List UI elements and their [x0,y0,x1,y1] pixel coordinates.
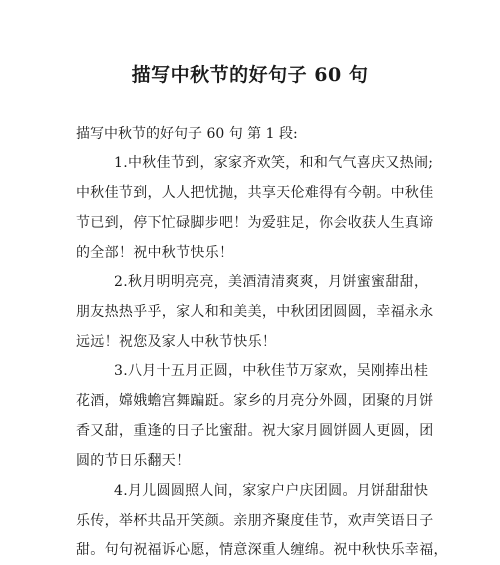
paragraph-1-line-4: 的全部！祝中秋节快乐！ [76,245,234,261]
paragraph-3-line-3: 香又甜，重逢的日子比蜜甜。祝大家月圆饼圆人更圆，团 [76,423,434,439]
paragraph-2-line-2: 朋友热热乎乎，家人和和美美，中秋团团圆圆，幸福永永 [76,304,434,320]
paragraph-3-line-2: 花酒，嫦娥蟾宫舞蹁跹。家乡的月亮分外圆，团聚的月饼 [76,393,434,409]
paragraph-4-line-2: 乐传，举杯共品开笑颜。亲朋齐聚度佳节，欢声笑语日子 [76,513,434,529]
paragraph-1-line-1: 1.中秋佳节到，家家齐欢笑，和和气气喜庆又热闹; [114,155,434,171]
paragraph-1-line-3: 节已到，停下忙碌脚步吧！为爱驻足，你会收获人生真谛 [76,215,434,231]
paragraph-3-line-1: 3.八月十五月正圆，中秋佳节万家欢，吴刚捧出桂 [114,363,429,379]
paragraph-4-line-3: 甜。句句祝福诉心愿，情意深重人缠绵。祝中秋快乐幸福， [76,542,448,558]
paragraph-3-line-4: 圆的节日乐翻天！ [76,453,191,469]
paragraph-4-line-1: 4.月儿圆圆照人间，家家户户庆团圆。月饼甜甜快 [114,483,429,499]
section-intro: 描写中秋节的好句子 60 句 第 1 段: [76,126,298,142]
paragraph-2-line-1: 2.秋月明明亮亮，美酒清清爽爽，月饼蜜蜜甜甜， [114,274,429,290]
document-title: 描写中秋节的好句子 60 句 [131,64,369,86]
paragraph-2-line-3: 远远！祝您及家人中秋节快乐！ [76,334,277,350]
paragraph-1-line-2: 中秋佳节到，人人把忧抛，共享天伦难得有今朝。中秋佳 [76,185,434,201]
